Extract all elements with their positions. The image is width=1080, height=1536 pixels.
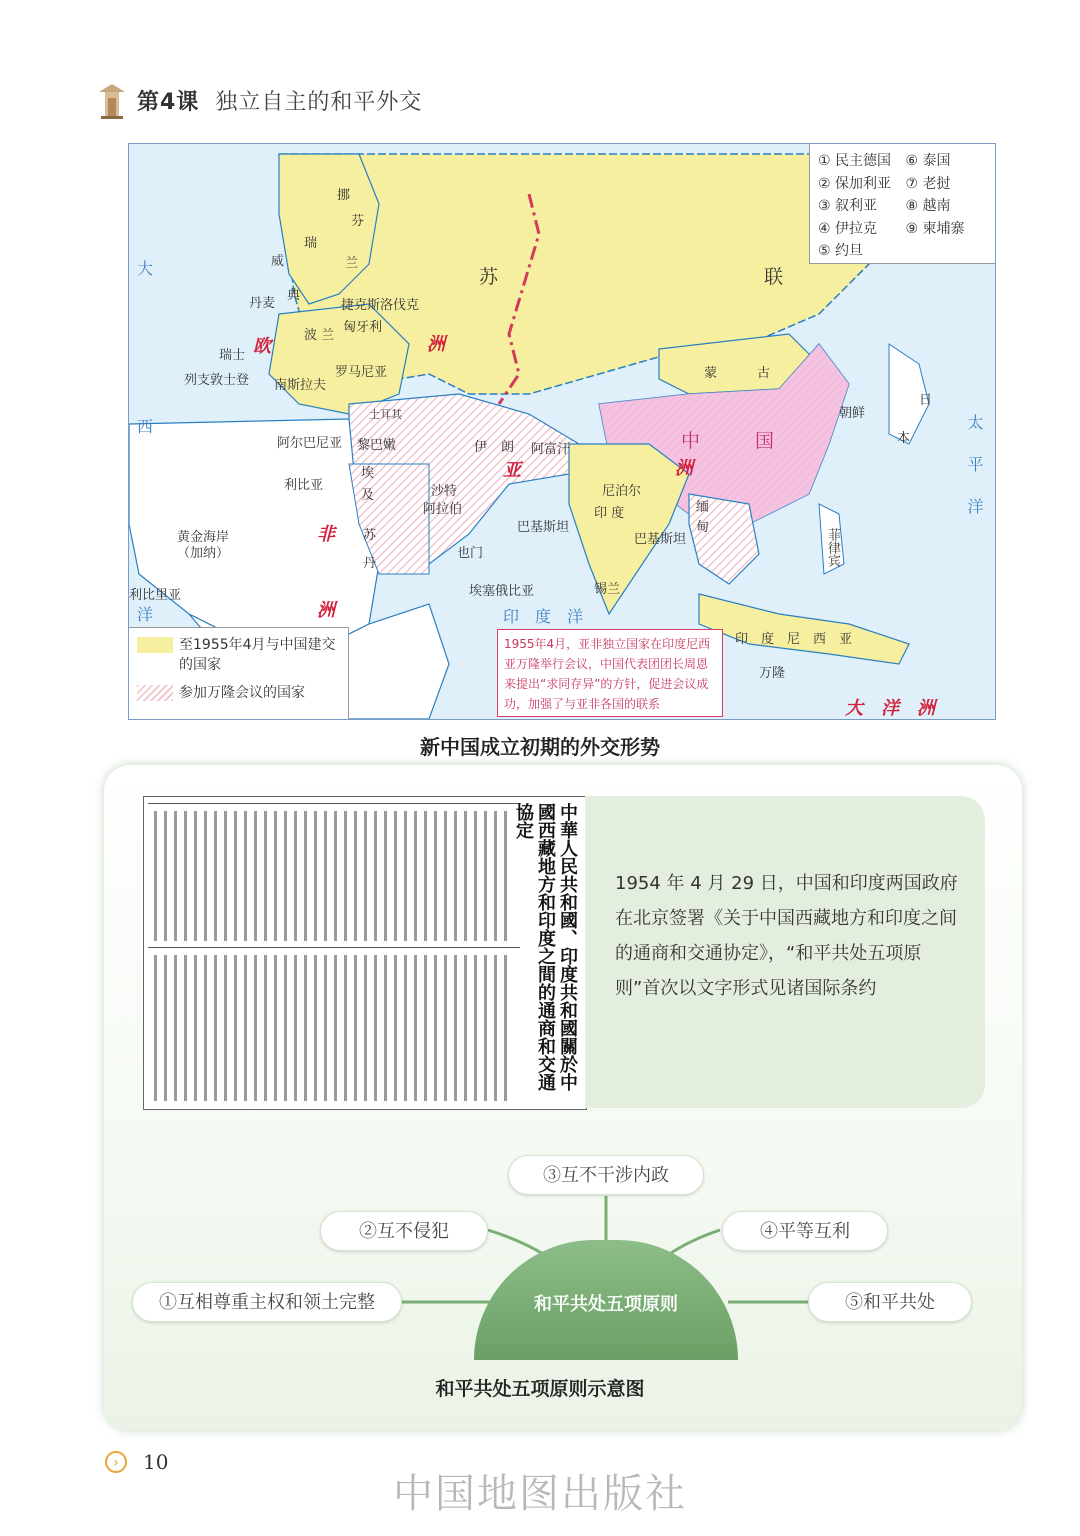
- legend-item: ⑧ 越南: [905, 198, 951, 214]
- map-label: 利比亚: [284, 478, 324, 493]
- map-label: 及: [361, 488, 375, 503]
- map-label: 匈牙利: [343, 320, 383, 335]
- map-label: 利比里亚: [129, 588, 182, 603]
- map-label: 芬: [351, 214, 365, 229]
- principle-5: ⑤和平共处: [808, 1282, 972, 1322]
- map-label: 万隆: [759, 666, 786, 681]
- lesson-name: 独立自主的和平外交: [215, 89, 423, 115]
- continent-label: 亚: [503, 460, 521, 481]
- map-label: 印 度 尼 西 亚: [735, 632, 853, 647]
- legend-item: ⑤ 约旦: [818, 243, 864, 259]
- map-label: 典: [287, 288, 301, 303]
- agreement-description: 1954 年 4 月 29 日，中国和印度两国政府在北京签署《关于中国西藏地方和印度之间的通商和交通协定》，“和平共处五项原则”首次以文字形式见诸国际条约: [615, 873, 958, 999]
- map-label: 苏: [363, 528, 377, 543]
- map-label: 波: [304, 328, 318, 343]
- legend-label: 至1955年4月与中国建交的国家: [179, 637, 336, 673]
- lesson-number: 第4课: [137, 89, 200, 115]
- map-label: 土耳其: [369, 408, 402, 421]
- map-label: 朗: [501, 440, 515, 455]
- map-label: 阿富汗: [531, 442, 571, 457]
- map-label: 也门: [457, 546, 484, 561]
- principles-center-label: 和平共处五项原则: [534, 1294, 678, 1315]
- map-label: 印 度: [594, 506, 625, 521]
- map-label: 瑞: [304, 236, 318, 251]
- map-label: 缅: [696, 500, 710, 515]
- continent-label: 洲: [675, 458, 693, 479]
- page-number-value: 10: [143, 1450, 169, 1474]
- principle-3: ③互不干涉内政: [508, 1155, 704, 1195]
- map-label: 挪: [337, 188, 351, 203]
- diagram-caption: 和平共处五项原则示意图: [435, 1378, 645, 1400]
- bandung-callout: 1955年4月，亚非独立国家在印度尼西亚万隆举行会议，中国代表团团长周恩来提出“求同存异”的方针，促进会议成功，加强了与亚非各国的联系: [497, 629, 723, 717]
- ocean-label: 大: [137, 259, 154, 278]
- map-label: 尼泊尔: [602, 484, 642, 499]
- legend-item: ② 保加利亚: [818, 175, 892, 192]
- map-label: 丹: [363, 556, 377, 571]
- map-label: 巴基斯坦: [517, 520, 570, 535]
- map-label: 捷克斯洛伐克: [341, 298, 420, 313]
- legend-label: 参加万隆会议的国家: [179, 685, 305, 701]
- document-title: 中華人民共和國、印度共和國關於中國西藏地方和印度之間的通商和交通協定: [513, 803, 578, 1091]
- continent-label: 洲: [317, 600, 335, 621]
- map-label: （加纳）: [177, 546, 230, 561]
- legend-item: ③ 叙利亚: [818, 198, 878, 214]
- continent-label: 非: [317, 524, 335, 545]
- map-label: 国: [755, 430, 775, 452]
- map-label: 黎巴嫩: [357, 438, 397, 453]
- map-label: 沙特: [431, 484, 458, 499]
- ocean-label: 西: [137, 417, 154, 436]
- map-label: 阿拉伯: [423, 502, 463, 517]
- continent-label: 洲: [427, 334, 445, 355]
- legend-item: ⑥ 泰国: [905, 153, 951, 169]
- map-label: 兰: [345, 256, 359, 271]
- map-label: 蒙: [704, 366, 718, 381]
- map-label: 丹麦: [249, 296, 276, 311]
- map-label: 联: [764, 266, 784, 288]
- map-label: 日: [919, 393, 933, 408]
- principle-2: ②互不侵犯: [320, 1211, 488, 1251]
- map-label: 锡兰: [594, 582, 621, 597]
- map-label: 朝鲜: [839, 406, 866, 421]
- legend-item: ④ 伊拉克: [818, 220, 878, 237]
- map-label: 巴基斯坦: [634, 532, 687, 547]
- ocean-label: 印 度 洋: [503, 607, 584, 626]
- map-label: 甸: [696, 520, 710, 535]
- chevron-right-icon: ›: [105, 1451, 127, 1473]
- continent-label: 欧: [253, 336, 271, 357]
- legend-item: ⑦ 老挝: [905, 175, 951, 192]
- map-label: 菲律宾: [825, 528, 840, 567]
- map-label: 本: [897, 431, 911, 446]
- map-label: 列支敦士登: [184, 373, 250, 388]
- ocean-label: 太平洋: [965, 414, 984, 540]
- map-label: 瑞士: [219, 348, 246, 363]
- map-caption: 新中国成立初期的外交形势: [420, 735, 660, 759]
- continent-label: 大 洋 洲: [845, 698, 935, 719]
- map-label: 阿尔巴尼亚: [277, 436, 343, 451]
- map-label: 兰: [321, 328, 335, 343]
- map-label: 南斯拉夫: [274, 378, 327, 393]
- principle-1: ①互相尊重主权和领土完整: [132, 1282, 402, 1322]
- map-label: 埃塞俄比亚: [469, 584, 535, 599]
- map-label: 威: [271, 254, 285, 269]
- map-label: 中: [681, 430, 701, 452]
- map-label: 埃: [361, 466, 375, 481]
- map-label: 苏: [479, 266, 499, 288]
- map-label: 伊: [474, 440, 488, 455]
- map-label: 古: [757, 366, 771, 381]
- map-label: 罗马尼亚: [335, 365, 388, 380]
- principle-4: ④平等互利: [722, 1211, 888, 1251]
- ocean-label: 洋: [137, 605, 154, 624]
- legend-item: ⑨ 柬埔寨: [905, 220, 965, 237]
- map-label: 黄金海岸: [177, 530, 230, 545]
- publisher-watermark: 中国地图出版社: [393, 1471, 687, 1517]
- legend-item: ① 民主德国: [818, 153, 892, 169]
